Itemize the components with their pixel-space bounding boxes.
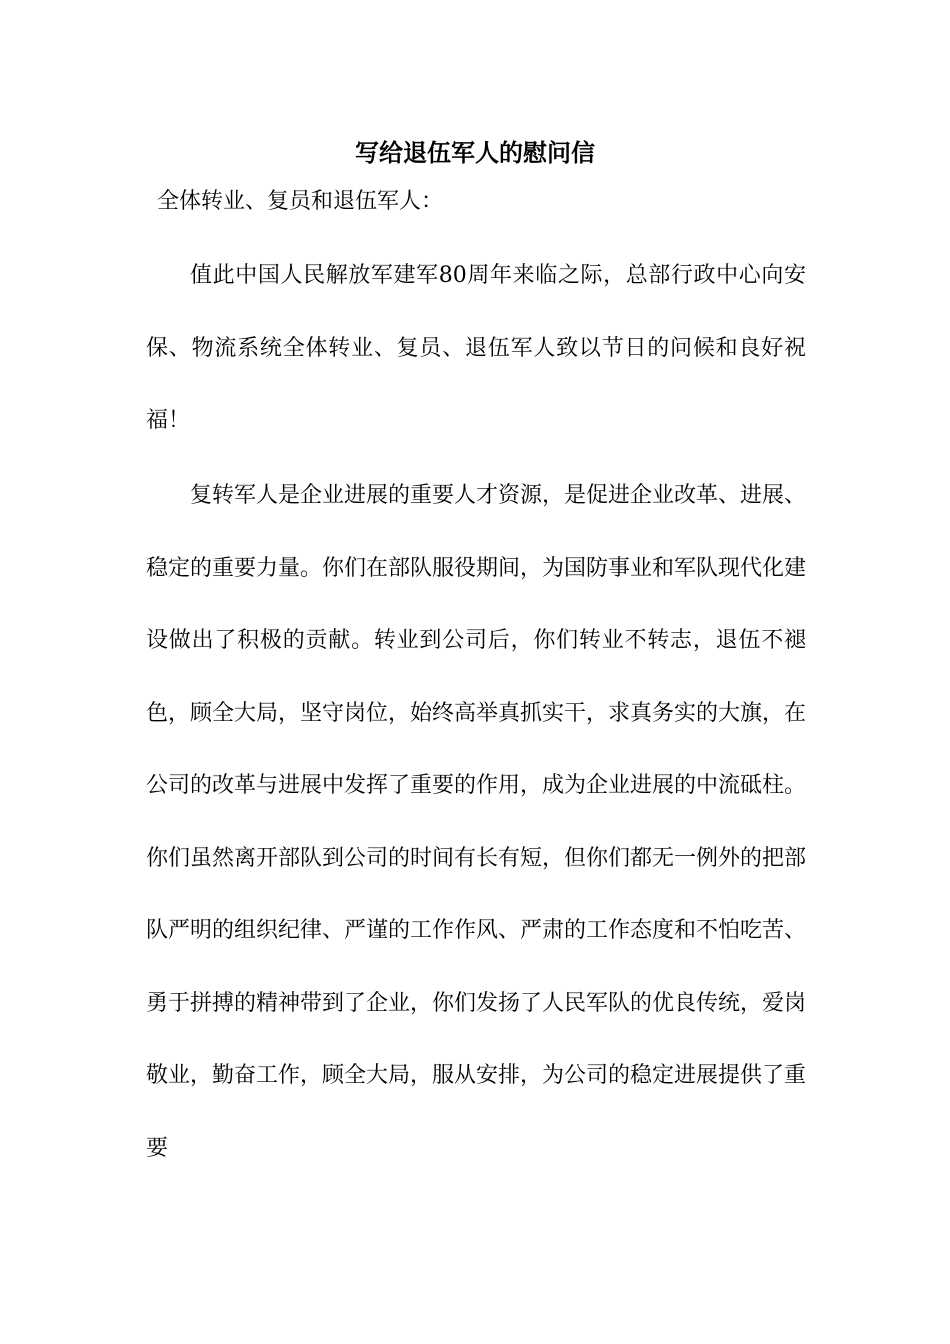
paragraph-body: 复转军人是企业进展的重要人才资源，是促进企业改革、进展、稳定的重要力量。你们在部队服役期间，为国防事业和军队现代化建设做出了积极的贡献。转业到公司后，你们转业不转志，退伍不褪色，顾全大局，坚守岗位，始终高举真抓实干，求真务实的大旗，在公司的改革与进展中发挥了重要的作用，成为企业进展的中流砥柱。你们虽然离开部队到公司的时间有长有短，但你们都无一例外的把部队严明的组织纪律、严谨的工作作风、严肃的工作态度和不怕吃苦、勇于拼搏的精神带到了企业，你们发扬了人民军队的优良传统，爱岗敬业，勤奋工作，顾全大局，服从安排，为公司的稳定进展提供了重要 [146,483,807,1161]
paragraph-greeting: 值此中国人民解放军建军80周年来临之际，总部行政中心向安保、物流系统全体转业、复员、退伍军人致以节日的问候和良好祝福！ [146,263,806,433]
letter-title: 写给退伍军人的慰问信 [355,138,595,167]
letter-salutation: 全体转业、复员和退伍军人： [157,189,444,214]
